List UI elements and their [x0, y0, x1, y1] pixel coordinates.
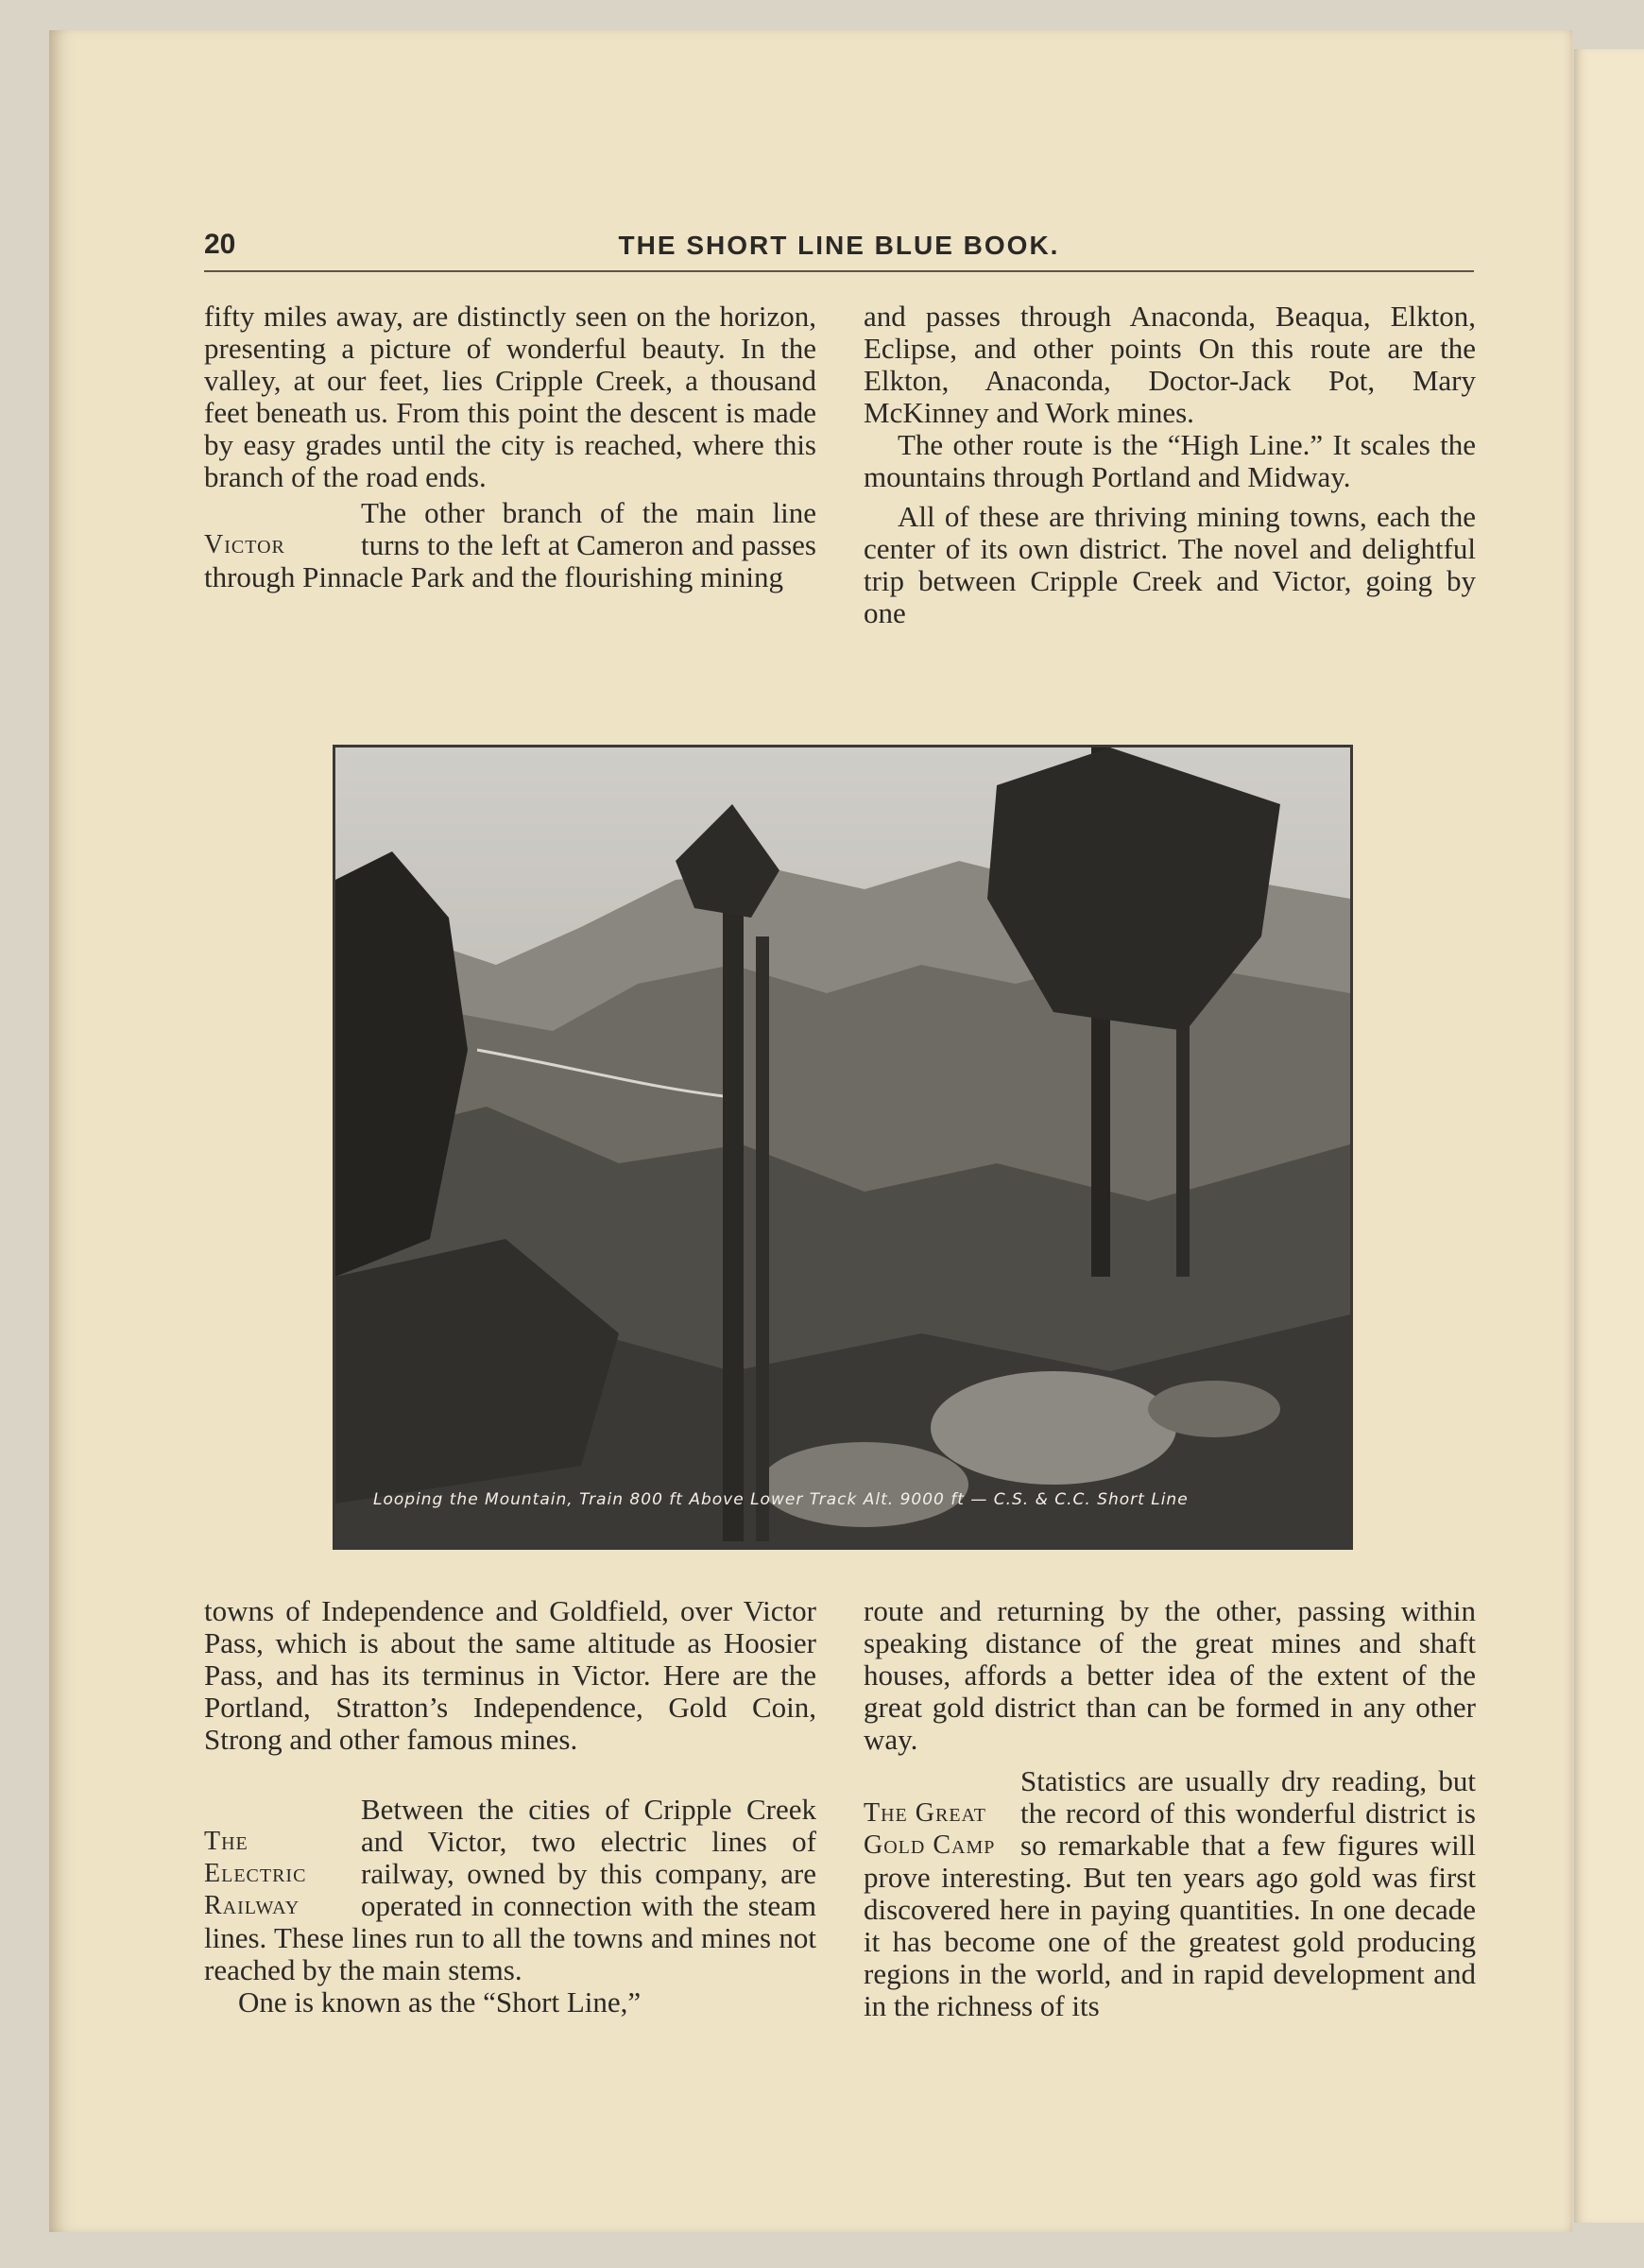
- bottom-left-column: [204, 1595, 816, 2019]
- boulder: [1148, 1381, 1280, 1437]
- top-right-column: [864, 301, 1476, 629]
- page-header: [204, 229, 1474, 272]
- side-heading-line: The Great: [864, 1798, 986, 1828]
- mountain-photograph: [333, 745, 1353, 1550]
- photo-illustration: [335, 747, 1350, 1547]
- paragraph: towns of Independence and Goldfield, over Victor Pass, which is about the same altitude as Hoosier Pass, and has its terminus in Victor. Here are the Portland, Stratton’s Independence, Gold Coin, Strong and other famous mines.: [204, 1594, 816, 1756]
- paragraph-text: The other branch of the main line turns to the left at Cameron and passes through Pinnacle Park and the flourishing mining: [204, 496, 816, 593]
- paragraph: One is known as the “Short Line,”: [238, 1985, 642, 2019]
- paragraph-gold-camp: [864, 1765, 1476, 2022]
- side-heading-line: Railway: [204, 1891, 300, 1920]
- paragraph-text: Between the cities of Cripple Creek and Victor, two electric lines of railway, owned by this company, are operated in connection with the steam lines. These lines run to all the towns and mines not reached by the main stems.: [204, 1793, 816, 1986]
- side-heading-line: Gold Camp: [864, 1830, 996, 1860]
- side-heading-gold-camp: [864, 1797, 1007, 1862]
- paragraph: fifty miles away, are distinctly seen on the horizon, presenting a picture of wonderful beauty. In the valley, at our feet, lies Cripple Creek, a thousand feet beneath us. From this point the descent is made by easy grades until the city is reached, where this branch of the road ends.: [204, 300, 816, 493]
- pine-trunk: [723, 880, 744, 1541]
- paragraph: The other route is the “High Line.” It scales the mountains through Portland and Midway.: [864, 428, 1476, 493]
- running-title: THE SHORT LINE BLUE BOOK.: [618, 231, 1060, 260]
- paragraph-text: Statistics are usually dry reading, but the record of this wonderful district is so remarkable that a few figures will prove interesting. But ten years ago gold was first discovered here in paying quantities. In one decade it has become one of the greatest gold producing regions in the world, and in rapid development and in the richness of its: [864, 1764, 1476, 2022]
- photo-caption: Looping the Mountain, Train 800 ft Above Lower Track Alt. 9000 ft — C.S. & C.C. Short Line: [373, 1490, 1189, 1509]
- paragraph-victor: [204, 497, 816, 593]
- side-heading-victor: Victor: [204, 530, 285, 559]
- bottom-right-column: [864, 1595, 1476, 2022]
- side-heading-line: The: [204, 1827, 248, 1856]
- top-left-column: [204, 301, 816, 593]
- page-number: 20: [204, 229, 236, 260]
- paragraph: route and returning by the other, passing within speaking distance of the great mines and shaft houses, affords a better idea of the extent of the great gold district than can be formed in any other way.: [864, 1594, 1476, 1756]
- paragraph-electric-railway: [204, 1794, 816, 1986]
- boulder: [931, 1371, 1176, 1485]
- paragraph: All of these are thriving mining towns, each the center of its own district. The novel and delightful trip between Cripple Creek and Victor, going by one: [864, 500, 1476, 629]
- pine-trunk: [756, 936, 769, 1541]
- facing-page-edge: [1574, 49, 1644, 2223]
- paragraph: and passes through Anaconda, Beaqua, Elkton, Eclipse, and other points On this route are the Elkton, Anaconda, Doctor-Jack Pot, Mary McKinney and Work mines.: [864, 300, 1476, 429]
- side-heading-line: Electric: [204, 1859, 307, 1888]
- side-heading-electric-railway: [204, 1826, 348, 1922]
- boulder: [761, 1442, 968, 1527]
